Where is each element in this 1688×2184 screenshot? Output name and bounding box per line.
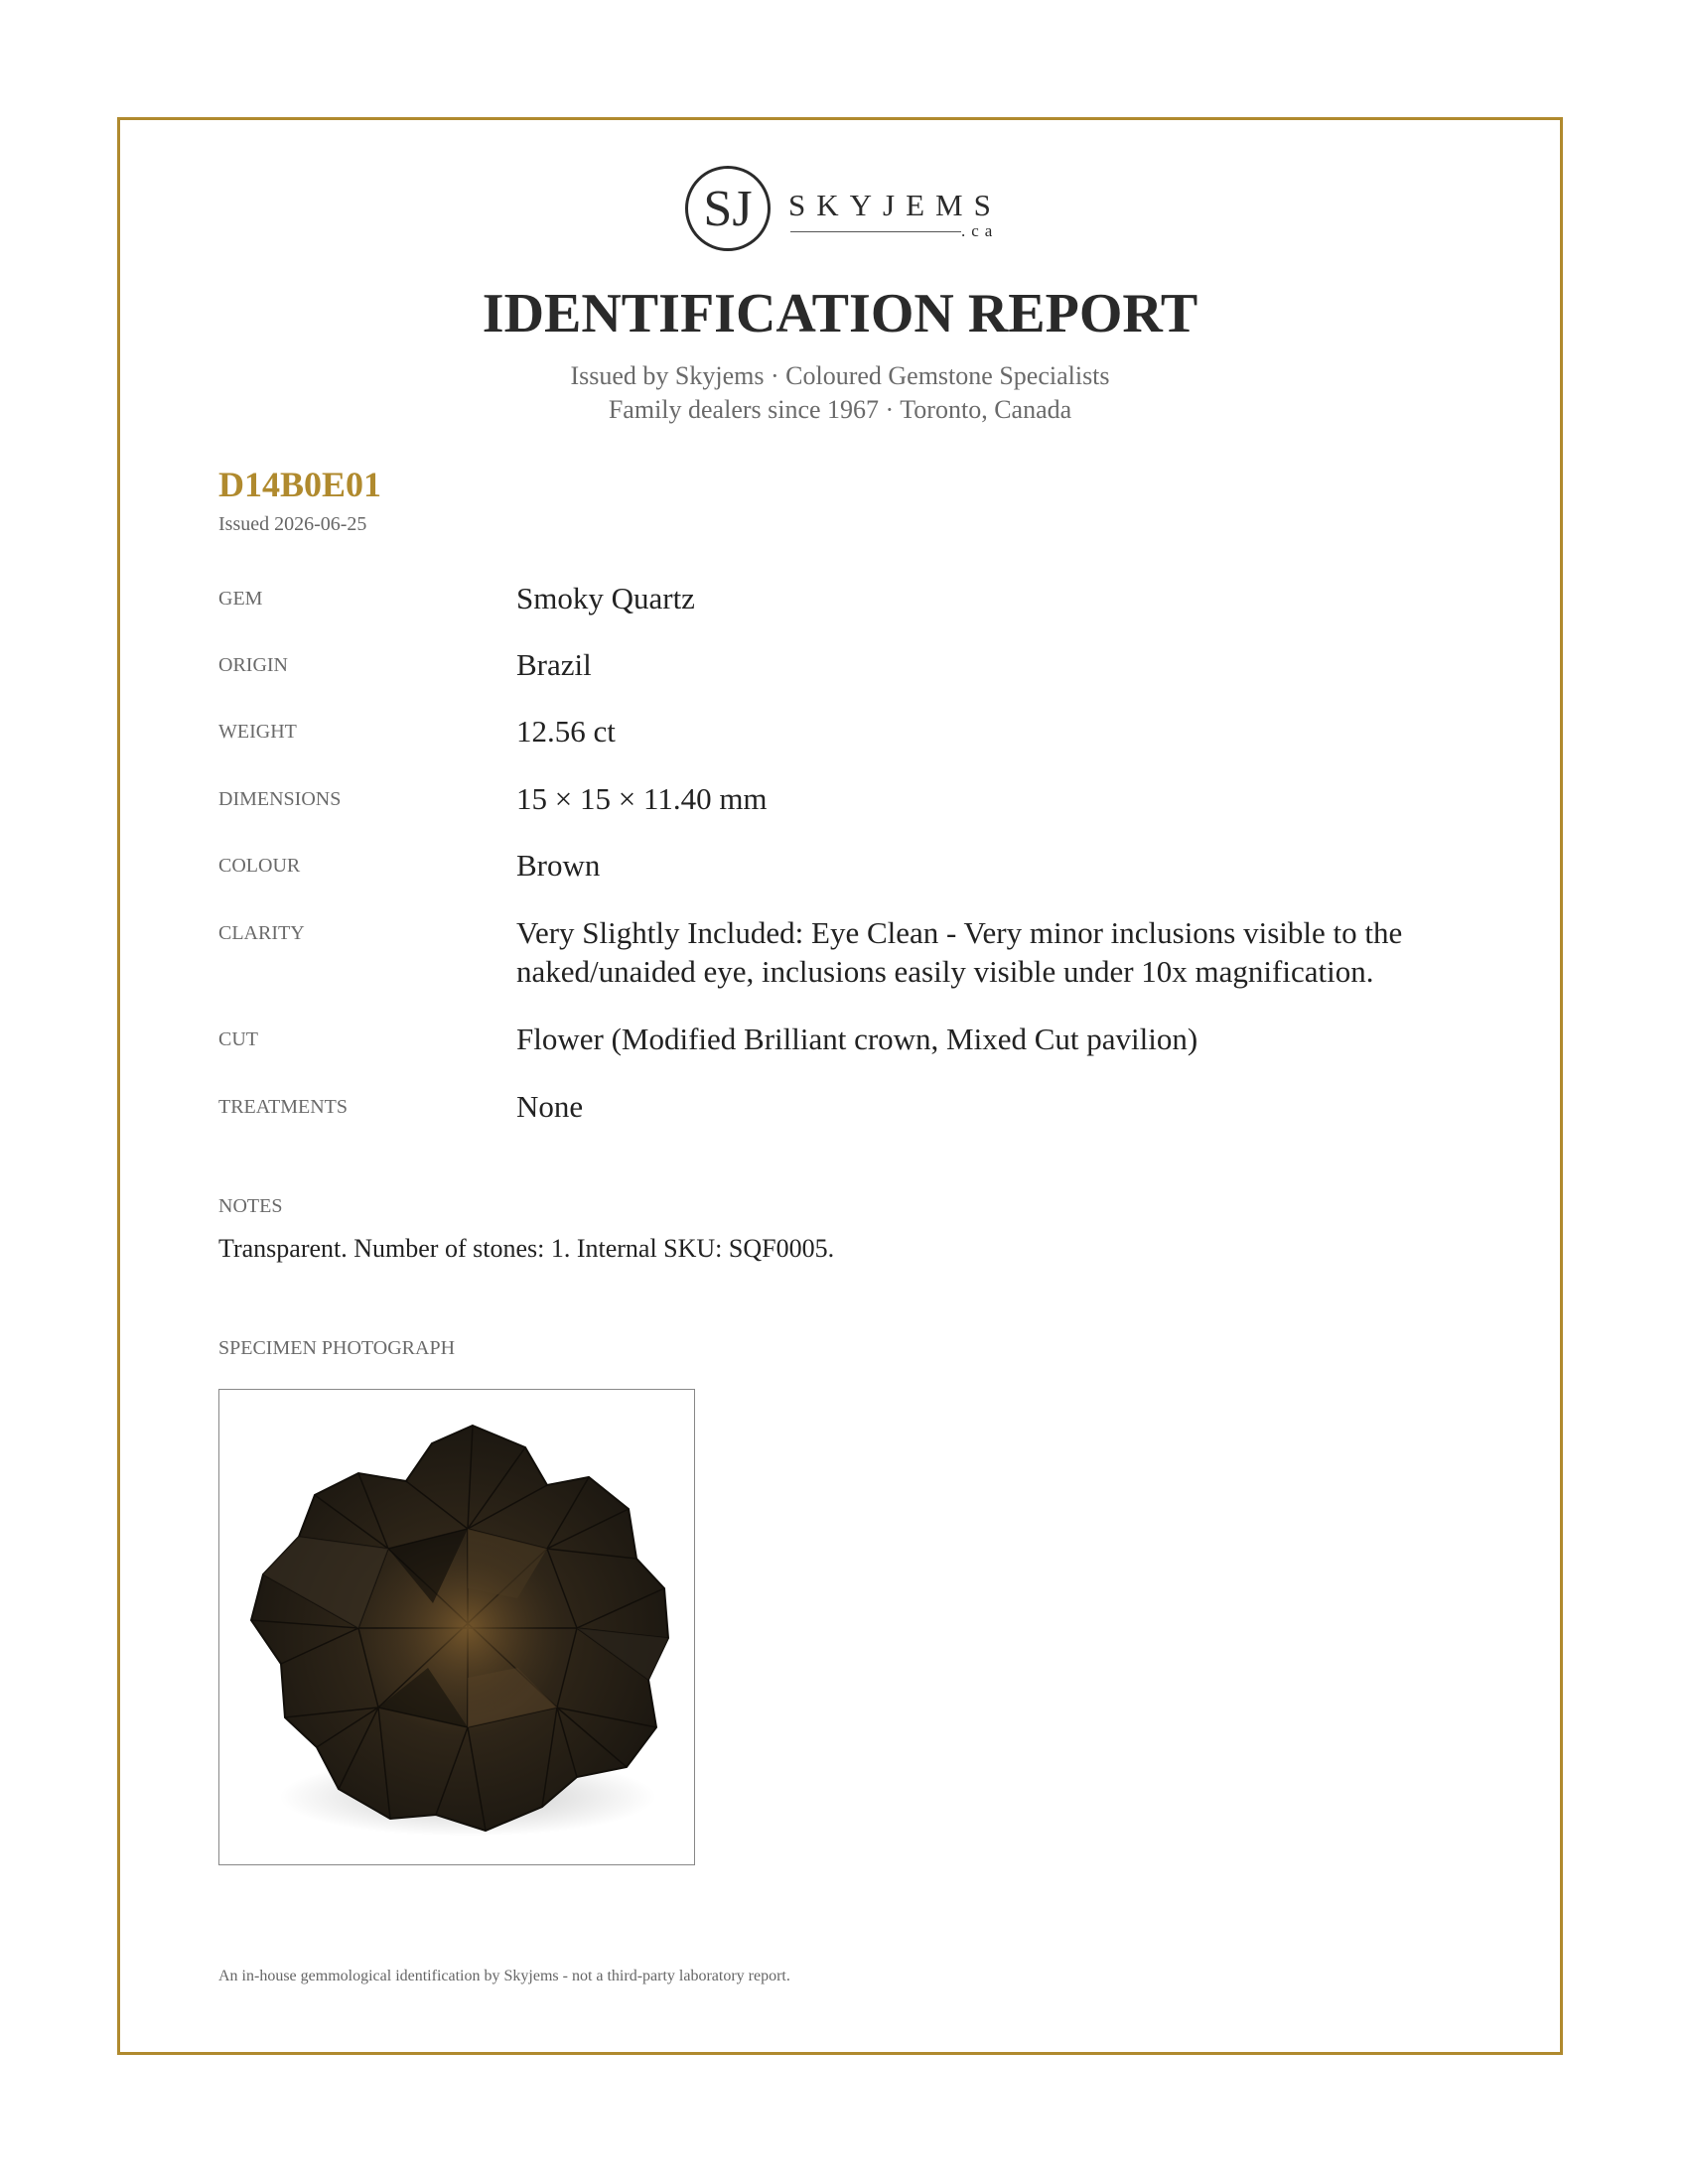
photo-label: SPECIMEN PHOTOGRAPH — [218, 1337, 456, 1359]
field-origin — [218, 645, 1509, 712]
field-clarity — [218, 913, 1509, 1020]
field-value: Brown — [516, 848, 601, 883]
disclaimer: An in-house gemmological identification by Skyjems - not a third-party laboratory report. — [218, 1968, 790, 1984]
report-id: D14B0E01 — [218, 465, 382, 504]
field-value: 12.56 ct — [516, 714, 616, 749]
field-label: CLARITY — [218, 922, 305, 944]
field-dimensions — [218, 779, 1509, 846]
smoky-quartz-gem-image — [219, 1390, 694, 1864]
field-treatments — [218, 1087, 1509, 1154]
issue-date: Issued 2026-06-25 — [218, 513, 367, 535]
field-value: Flower (Modified Brilliant crown, Mixed Cut pavilion) — [516, 1022, 1198, 1056]
gem-details — [218, 579, 1509, 1154]
sj-monogram-icon — [685, 166, 771, 251]
notes-text: Transparent. Number of stones: 1. Internal SKU: SQF0005. — [218, 1234, 835, 1263]
field-value: Brazil — [516, 647, 592, 682]
field-value: 15 × 15 × 11.40 mm — [516, 781, 768, 816]
skyjems-logo — [685, 166, 1003, 265]
field-label: DIMENSIONS — [218, 788, 342, 810]
logo-tld: .ca — [961, 221, 999, 240]
field-value: None — [516, 1089, 584, 1124]
dealer-line: Family dealers since 1967 · Toronto, Canada — [608, 395, 1072, 424]
field-colour — [218, 846, 1509, 913]
field-label: GEM — [218, 588, 263, 610]
field-label: CUT — [218, 1028, 258, 1050]
field-value: Smoky Quartz — [516, 581, 695, 615]
field-label: TREATMENTS — [218, 1096, 348, 1118]
field-weight — [218, 712, 1509, 779]
notes-label: NOTES — [218, 1195, 283, 1217]
logo-divider — [790, 231, 961, 232]
page-title: IDENTIFICATION REPORT — [482, 283, 1198, 344]
field-label: WEIGHT — [218, 721, 297, 743]
svg-text:SJ: SJ — [703, 181, 753, 237]
field-gem — [218, 579, 1509, 645]
issuer-line: Issued by Skyjems · Coloured Gemstone Specialists — [570, 361, 1110, 390]
specimen-photo — [218, 1389, 695, 1865]
field-label: ORIGIN — [218, 654, 288, 676]
field-label: COLOUR — [218, 855, 301, 877]
field-cut — [218, 1020, 1509, 1087]
field-value: Very Slightly Included: Eye Clean - Very minor inclusions visible to the naked/unaided eye, inclusions easily visible under 10x magnification. — [516, 915, 1403, 989]
logo-wordmark: SKYJEMS — [788, 188, 1002, 222]
